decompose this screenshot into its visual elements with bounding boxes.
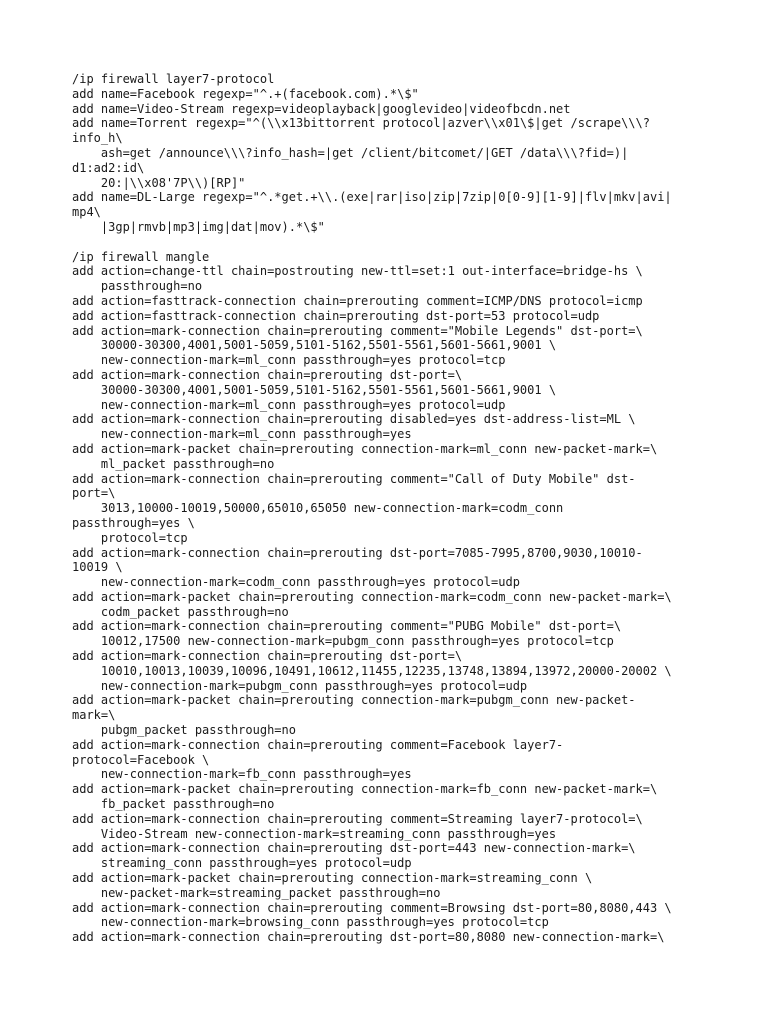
code-line: 10010,10013,10039,10096,10491,10612,11455,12235,13748,13894,13972,20000-20002 \ bbox=[72, 663, 672, 678]
code-line: add action=fasttrack-connection chain=prerouting comment=ICMP/DNS protocol=icmp bbox=[72, 293, 643, 308]
code-line: protocol=Facebook \ bbox=[72, 752, 210, 767]
code-line: info_h\ bbox=[72, 131, 123, 146]
code-line: new-connection-mark=codm_conn passthrough=yes protocol=udp bbox=[72, 575, 520, 590]
code-line: new-packet-mark=streaming_packet passthrough=no bbox=[72, 885, 441, 900]
code-line: add action=mark-connection chain=prerouting comment=Browsing dst-port=80,8080,443 \ bbox=[72, 900, 672, 915]
code-line: port=\ bbox=[72, 486, 116, 501]
code-line: add action=mark-connection chain=prerouting dst-port=\ bbox=[72, 649, 463, 664]
code-line: mp4\ bbox=[72, 205, 101, 220]
code-line: add name=Facebook regexp="^.+(facebook.com).*\$" bbox=[72, 86, 419, 101]
code-line: passthrough=yes \ bbox=[72, 515, 195, 530]
code-line: 10019 \ bbox=[72, 560, 123, 575]
code-listing bbox=[72, 72, 712, 945]
code-line: fb_packet passthrough=no bbox=[72, 797, 275, 812]
code-line: add name=DL-Large regexp="^.*get.+\\.(exe|rar|iso|zip|7zip|0[0-9][1-9]|flv|mkv|avi| bbox=[72, 190, 672, 205]
code-line: add action=mark-connection chain=prerouting comment=Streaming layer7-protocol=\ bbox=[72, 811, 643, 826]
code-line: new-connection-mark=ml_conn passthrough=yes protocol=tcp bbox=[72, 353, 506, 368]
code-line: 30000-30300,4001,5001-5059,5101-5162,5501-5561,5601-5661,9001 \ bbox=[72, 382, 557, 397]
code-line bbox=[72, 235, 712, 250]
code-line: |3gp|rmvb|mp3|img|dat|mov).*\$" bbox=[72, 219, 325, 234]
code-line: add action=mark-connection chain=prerouting dst-port=7085-7995,8700,9030,10010- bbox=[72, 545, 643, 560]
code-line: add action=mark-connection chain=prerouting comment="PUBG Mobile" dst-port=\ bbox=[72, 619, 622, 634]
code-line: add action=mark-connection chain=prerouting comment=Facebook layer7- bbox=[72, 737, 564, 752]
code-line: ml_packet passthrough=no bbox=[72, 456, 275, 471]
code-line: new-connection-mark=ml_conn passthrough=yes protocol=udp bbox=[72, 397, 506, 412]
code-line: add action=mark-packet chain=prerouting connection-mark=codm_conn new-packet-mark=\ bbox=[72, 589, 672, 604]
code-line: d1:ad2:id\ bbox=[72, 160, 145, 175]
code-line: add action=mark-connection chain=prerouting dst-port=\ bbox=[72, 367, 463, 382]
code-line: /ip firewall mangle bbox=[72, 249, 210, 264]
code-line: add action=mark-connection chain=prerouting dst-port=80,8080 new-connection-mark=\ bbox=[72, 930, 665, 945]
code-line: 20:|\\x08'7P\\)[RP]" bbox=[72, 175, 246, 190]
code-line: Video-Stream new-connection-mark=streaming_conn passthrough=yes bbox=[72, 826, 557, 841]
code-line: add action=mark-connection chain=prerouting dst-port=443 new-connection-mark=\ bbox=[72, 841, 636, 856]
code-line: add name=Video-Stream regexp=videoplayback|googlevideo|videofbcdn.net bbox=[72, 101, 571, 116]
code-line: streaming_conn passthrough=yes protocol=udp bbox=[72, 856, 412, 871]
code-line: add action=mark-connection chain=prerouting comment="Mobile Legends" dst-port=\ bbox=[72, 323, 643, 338]
code-line: add name=Torrent regexp="^(\\x13bittorrent protocol|azver\\x01\$|get /scrape\\\? bbox=[72, 116, 650, 131]
code-line: 10012,17500 new-connection-mark=pubgm_conn passthrough=yes protocol=tcp bbox=[72, 634, 614, 649]
code-line: new-connection-mark=fb_conn passthrough=yes bbox=[72, 767, 412, 782]
code-line: pubgm_packet passthrough=no bbox=[72, 723, 296, 738]
code-line: add action=mark-packet chain=prerouting connection-mark=fb_conn new-packet-mark=\ bbox=[72, 782, 658, 797]
code-line: add action=mark-packet chain=prerouting connection-mark=streaming_conn \ bbox=[72, 871, 593, 886]
code-line: add action=mark-connection chain=prerouting disabled=yes dst-address-list=ML \ bbox=[72, 412, 636, 427]
code-line: add action=fasttrack-connection chain=prerouting dst-port=53 protocol=udp bbox=[72, 308, 600, 323]
code-line: new-connection-mark=ml_conn passthrough=yes bbox=[72, 427, 412, 442]
code-line: 30000-30300,4001,5001-5059,5101-5162,5501-5561,5601-5661,9001 \ bbox=[72, 338, 557, 353]
code-line: 3013,10000-10019,50000,65010,65050 new-connection-mark=codm_conn bbox=[72, 501, 564, 516]
code-line: ash=get /announce\\\?info_hash=|get /client/bitcomet/|GET /data\\\?fid=)| bbox=[72, 145, 629, 160]
code-line: /ip firewall layer7-protocol bbox=[72, 72, 275, 86]
code-line: new-connection-mark=pubgm_conn passthrough=yes protocol=udp bbox=[72, 678, 528, 693]
code-line: add action=mark-packet chain=prerouting connection-mark=ml_conn new-packet-mark=\ bbox=[72, 441, 658, 456]
code-line: add action=mark-connection chain=prerouting comment="Call of Duty Mobile" dst- bbox=[72, 471, 636, 486]
code-line: new-connection-mark=browsing_conn passthrough=yes protocol=tcp bbox=[72, 915, 549, 930]
code-line: mark=\ bbox=[72, 708, 116, 723]
code-line: add action=mark-packet chain=prerouting connection-mark=pubgm_conn new-packet- bbox=[72, 693, 636, 708]
code-line: codm_packet passthrough=no bbox=[72, 604, 289, 619]
code-line: passthrough=no bbox=[72, 279, 203, 294]
code-line: add action=change-ttl chain=postrouting new-ttl=set:1 out-interface=bridge-hs \ bbox=[72, 264, 643, 279]
code-line: protocol=tcp bbox=[72, 530, 188, 545]
